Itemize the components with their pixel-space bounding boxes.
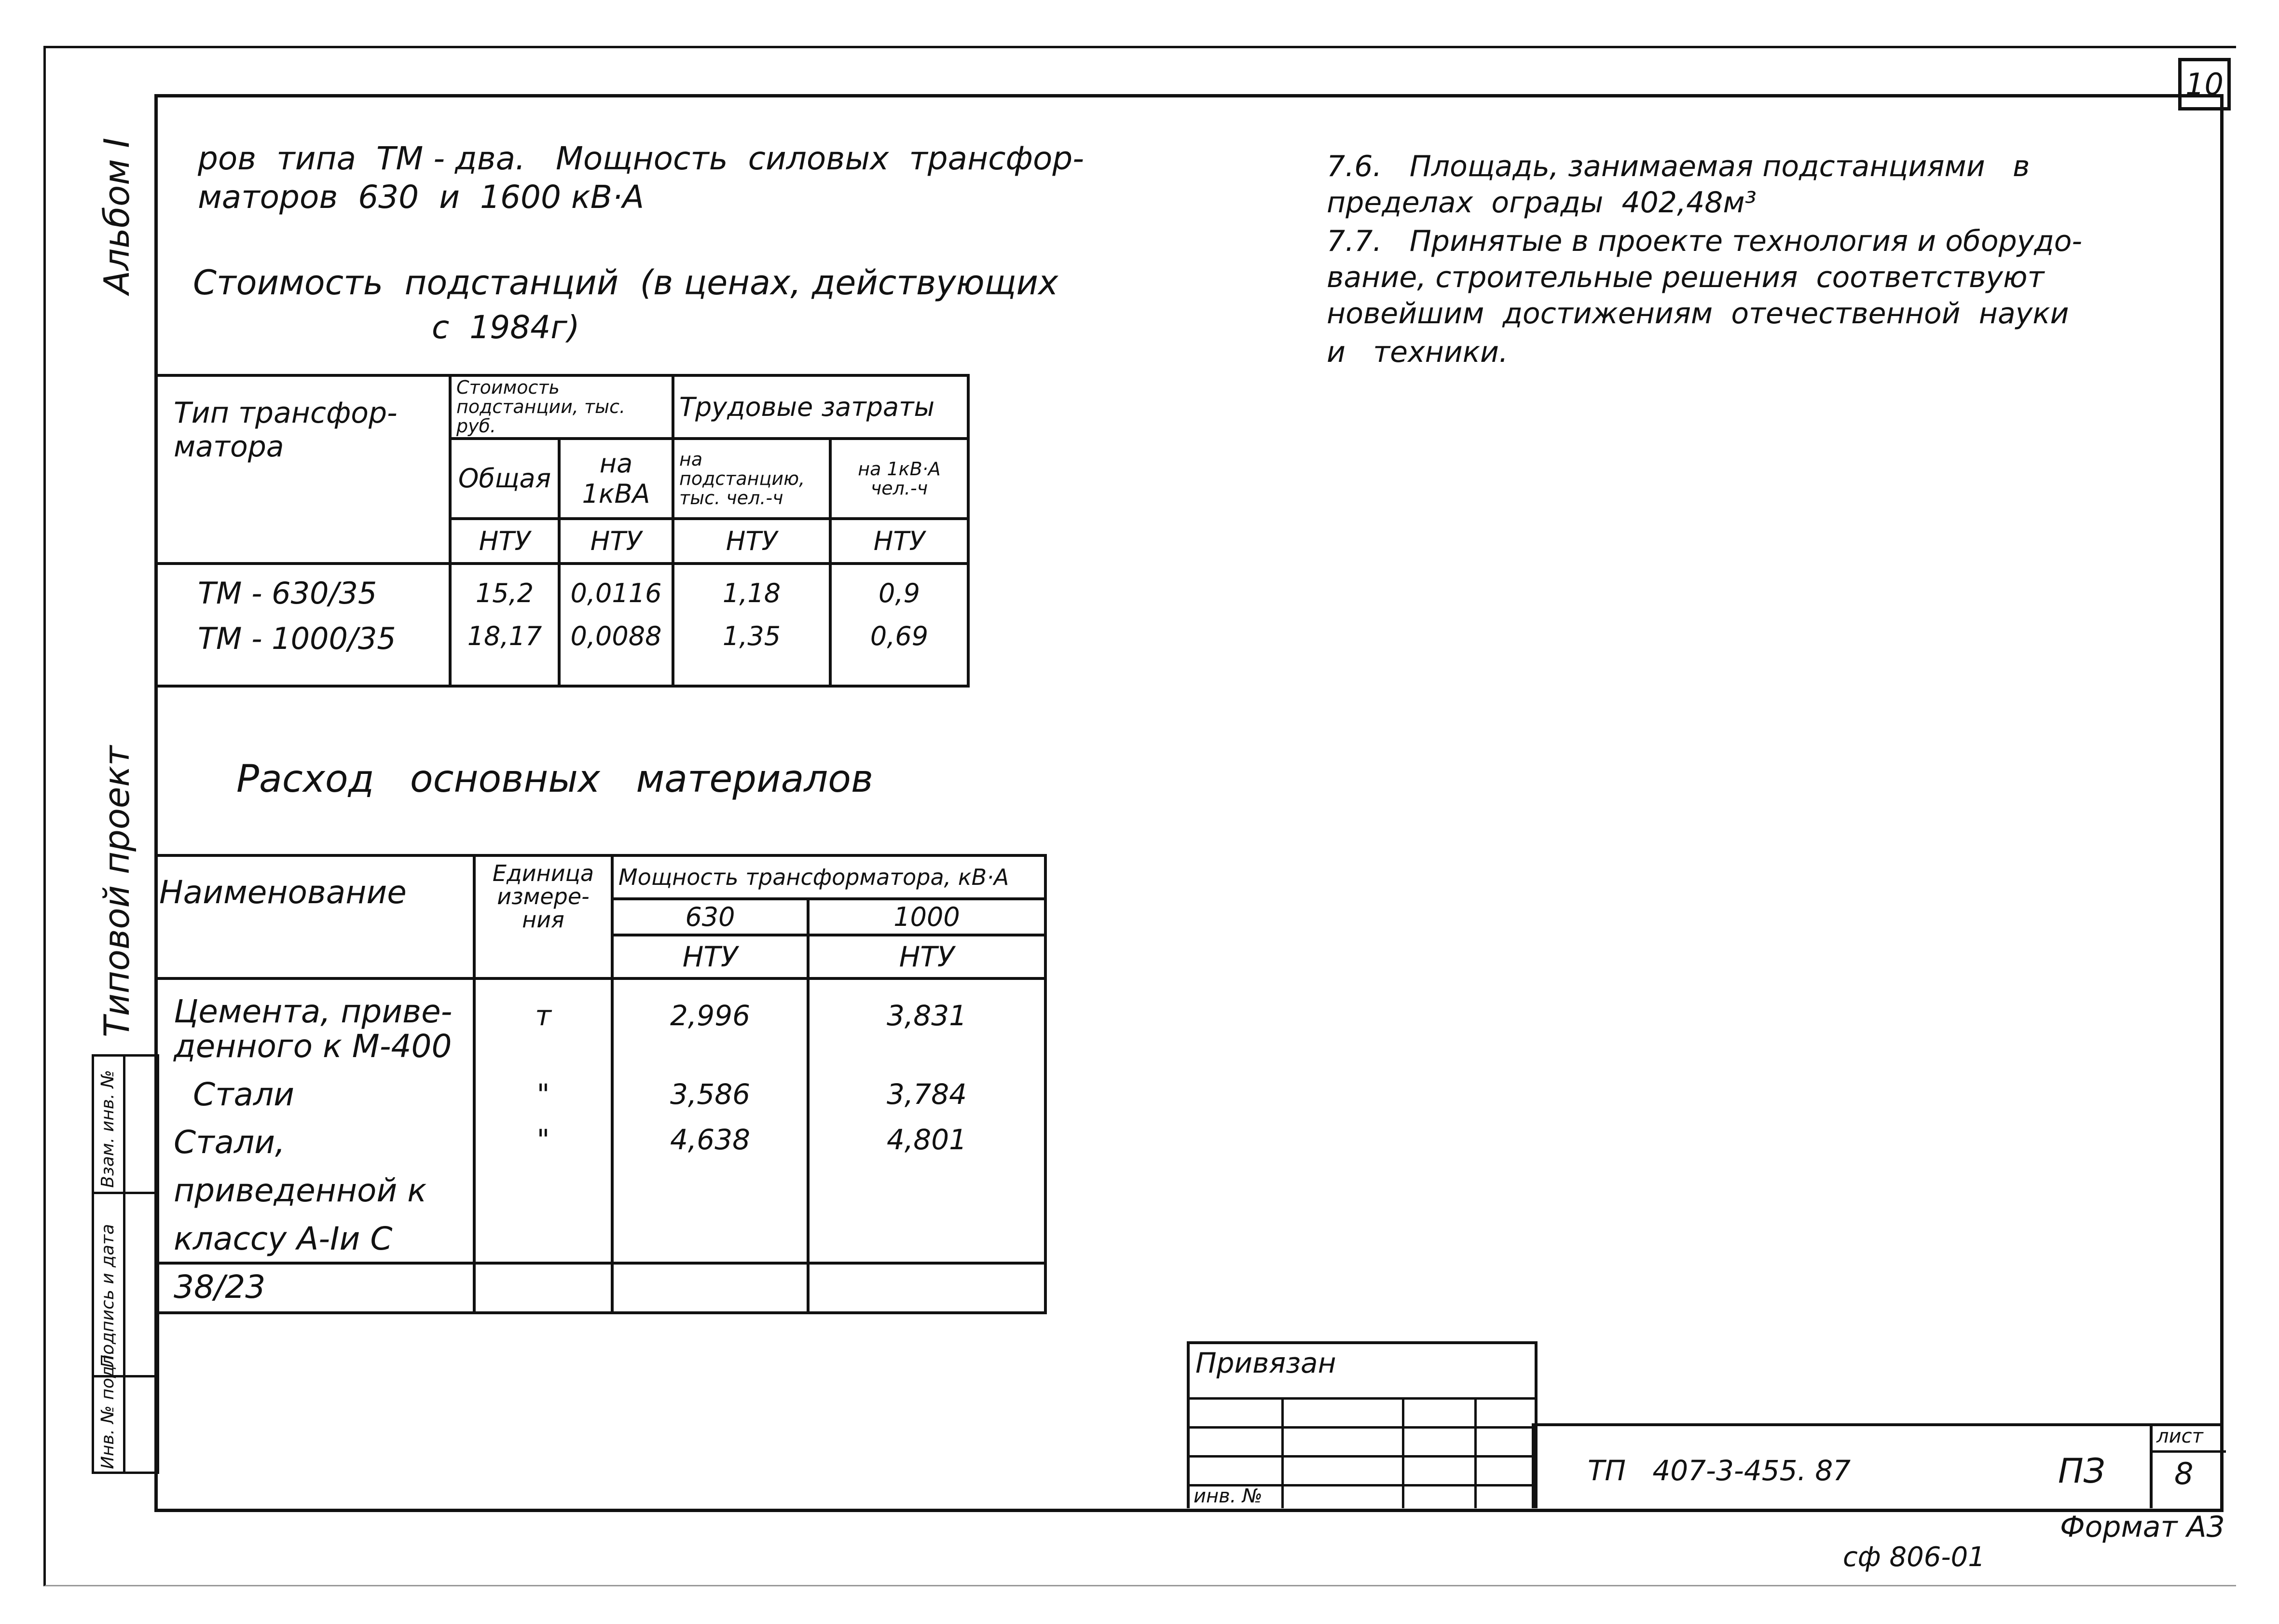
row-type: ТМ - 1000/35 (154, 621, 450, 686)
side-stamp (92, 1054, 159, 1474)
header-labor-kva: на 1кВ·А чел.-ч (830, 439, 968, 519)
para-7-7-line3: новейшим достижениям отечественной науки (1327, 297, 2069, 330)
materials-table (154, 854, 1047, 1314)
row-name: Стали (154, 1070, 474, 1118)
row-630: 3,586 (612, 1070, 808, 1118)
stamp-label-replaced: Взам. инв. № (98, 1070, 118, 1188)
unit-cell: НТУ (808, 935, 1045, 978)
row-total: 15,2 (450, 564, 559, 621)
doc-code: ТП 407-3-455. 87 (1588, 1454, 1851, 1487)
side-album-label: Альбом I (96, 138, 137, 294)
unit-cell: НТУ (559, 519, 673, 564)
cost-table (154, 374, 970, 688)
row-labor-kva: 0,9 (830, 564, 968, 621)
cost-heading: Стоимость подстанций (в ценах, действующих (193, 263, 1058, 303)
inv-no-label: инв. № (1194, 1485, 1263, 1507)
row-630: 4,638 (612, 1118, 808, 1313)
header-labor: Трудовые затраты (673, 375, 968, 439)
section-code: ПЗ (2058, 1451, 2105, 1491)
intro-line-1: ров типа ТМ - два. Мощность силовых трансфор- (198, 140, 1085, 177)
materials-table-bottom-rule (154, 1262, 1047, 1265)
sheet-value: 8 (2174, 1456, 2194, 1491)
header-labor-sub: на подстанцию, тыс. чел.-ч (673, 439, 830, 519)
row-labor-kva: 0,69 (830, 621, 968, 686)
row-name: Стали, приведенной к классу А-Iи С 38/23 (154, 1118, 474, 1313)
para-7-7-line4: и техники. (1327, 335, 1509, 369)
header-per-kva: на 1кВА (559, 439, 673, 519)
row-1000: 3,784 (808, 1070, 1045, 1118)
row-1000: 3,831 (808, 978, 1045, 1070)
footer-code: сф 806-01 (1843, 1541, 1985, 1573)
row-total: 18,17 (450, 621, 559, 686)
header-total: Общая (450, 439, 559, 519)
unit-cell: НТУ (830, 519, 968, 564)
row-labor-sub: 1,18 (673, 564, 830, 621)
row-labor-sub: 1,35 (673, 621, 830, 686)
row-name: Цемента, приве-денного к М-400 (154, 978, 474, 1070)
unit-cell: НТУ (450, 519, 559, 564)
stamp-label-signature: Подпись и дата (98, 1224, 118, 1368)
privyazan-label: Привязан (1195, 1347, 1336, 1379)
row-unit: " (474, 1118, 612, 1313)
para-7-7-line2: вание, строительные решения соответствуют (1327, 261, 2045, 294)
header-cost: Стоимость подстанции, тыс. руб. (450, 375, 673, 439)
format-label: Формат А3 (2060, 1510, 2225, 1544)
header-power: Мощность трансформатора, кВ·А (612, 855, 1045, 899)
title-block (1532, 1423, 2223, 1508)
privyazan-block (1187, 1341, 1538, 1508)
row-type: ТМ - 630/35 (154, 564, 450, 621)
unit-cell: НТУ (612, 935, 808, 978)
intro-line-2: маторов 630 и 1600 кВ·А (198, 179, 645, 216)
header-630: 630 (612, 899, 808, 935)
sheet-number: 10 (2178, 58, 2231, 110)
para-7-7-line1: 7.7. Принятые в проекте технология и оборудо- (1327, 224, 2083, 258)
header-name: Наименование (154, 855, 474, 978)
header-type: Тип трансфор-маторa (154, 375, 450, 564)
row-unit: т (474, 978, 612, 1070)
row-per-kva: 0,0116 (559, 564, 673, 621)
para-7-6-line2: пределах ограды 402,48м³ (1327, 186, 1757, 220)
row-1000: 4,801 (808, 1118, 1045, 1313)
row-unit: " (474, 1070, 612, 1118)
unit-cell: НТУ (673, 519, 830, 564)
header-1000: 1000 (808, 899, 1045, 935)
row-630: 2,996 (612, 978, 808, 1070)
cost-heading-year: с 1984г) (432, 309, 580, 346)
side-project-label: Типовой проект (96, 745, 137, 1037)
sheet-label: лист (2156, 1425, 2203, 1447)
para-7-6-line1: 7.6. Площадь, занимаемая подстанциями в (1327, 150, 2030, 183)
stamp-label-original: Инв. № подл. (98, 1349, 118, 1469)
header-unit: Единица измере-ния (474, 855, 612, 978)
row-per-kva: 0,0088 (559, 621, 673, 686)
materials-heading: Расход основных материалов (236, 757, 873, 801)
